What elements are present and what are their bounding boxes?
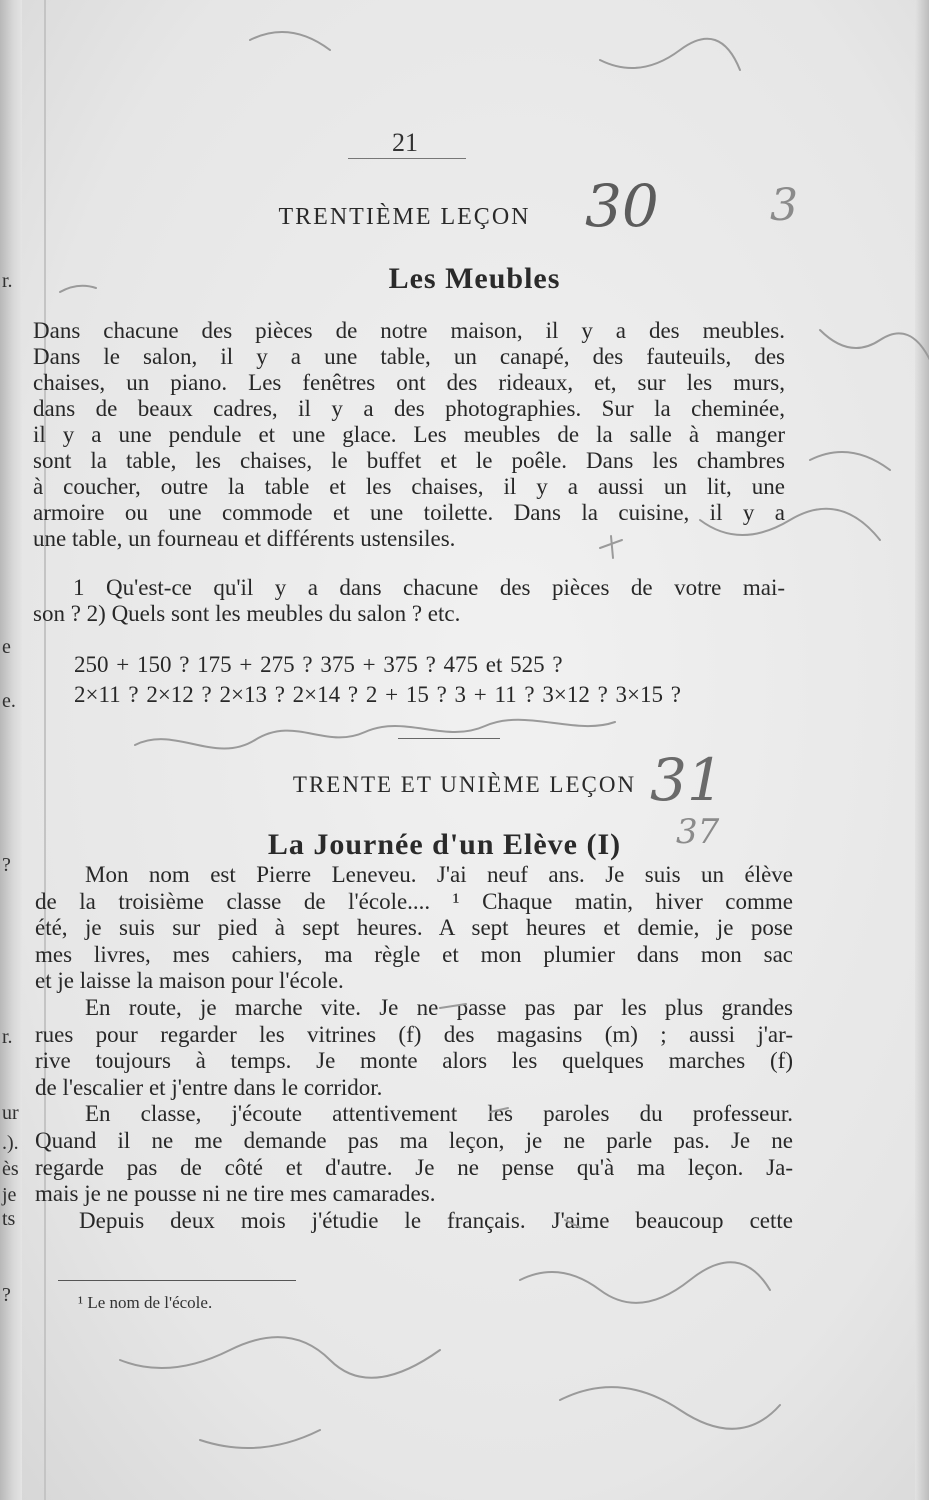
margin-fragment: r.	[2, 1026, 13, 1048]
footnote: ¹ Le nom de l'école.	[78, 1293, 213, 1312]
pencil-scribble	[200, 1387, 780, 1448]
margin-fragment: ?	[2, 854, 11, 876]
text-line: dans de beaux cadres, il y a des photographies. Sur la cheminée,	[33, 396, 785, 421]
margin-fragment: ès	[2, 1158, 19, 1180]
pencil-scribble	[120, 1262, 770, 1378]
lesson-31-heading: TRENTE ET UNIÈME LEÇON	[292, 772, 637, 797]
page-number: 21	[392, 128, 418, 157]
margin-fragment: e	[2, 636, 11, 658]
text-line: mais je ne pousse ni ne tire mes camarades.	[35, 1181, 436, 1207]
margin-fragment: ts	[2, 1208, 16, 1230]
text-line: chaises, un piano. Les fenêtres ont des rideaux, et, sur les murs,	[33, 370, 785, 395]
text-line: En route, je marche vite. Je ne passe pas par les plus grandes	[85, 994, 793, 1020]
text-line: Dans chacune des pièces de notre maison, il y a des meubles.	[33, 318, 785, 343]
pencil-note: 3	[770, 180, 798, 231]
lesson-30-title: Les Meubles	[388, 262, 561, 295]
margin-fragment: ur	[2, 1102, 19, 1124]
text-line: de l'escalier et j'entre dans le corridor.	[35, 1074, 383, 1100]
text-line: regarde pas de côté et d'autre. Je ne pense qu'à ma leçon. Ja-	[35, 1154, 793, 1180]
lesson-30-heading: TRENTIÈME LEÇON	[278, 204, 531, 230]
math-exercise-line: 2×11 ? 2×12 ? 2×13 ? 2×14 ? 2 + 15 ? 3 + 11 ? 3×12 ? 3×15 ?	[74, 682, 681, 707]
text-line: Dans le salon, il y a une table, un canapé, des fauteuils, des	[33, 344, 785, 369]
pencil-scribble	[60, 286, 96, 292]
margin-fragment: ?	[2, 1284, 11, 1306]
margin-fragment: r.	[2, 270, 13, 292]
text-line: été, je suis sur pied à sept heures. A sept heures et demie, je pose	[35, 915, 793, 941]
lesson-31-title: La Journée d'un Elève (I)	[267, 828, 622, 861]
margin-fragment: e.	[2, 690, 16, 712]
pencil-scribble	[700, 509, 880, 540]
text-line: de la troisième classe de l'école.... ¹ Chaque matin, hiver comme	[35, 888, 793, 914]
text-line: une table, un fourneau et différents ustensiles.	[33, 526, 456, 551]
pencil-scribble	[135, 720, 615, 749]
pencil-note: 30	[585, 172, 659, 240]
text-line: et je laisse la maison pour l'école.	[35, 968, 344, 994]
text-line: rues pour regarder les vitrines (f) des magasins (m) ; aussi j'ar-	[35, 1021, 793, 1047]
text-line: rive toujours à temps. Je monte alors les quelques marches (f)	[35, 1048, 793, 1074]
text-line: Quand il ne me demande pas ma leçon, je ne parle pas. Je ne	[35, 1127, 793, 1153]
pencil-tick-mark	[440, 1004, 581, 1228]
text-line: armoire ou une commode et une toilette. Dans la cuisine, il y a	[33, 500, 785, 525]
math-exercise-line: 250 + 150 ? 175 + 275 ? 375 + 375 ? 475 et 525 ?	[74, 652, 563, 677]
pencil-scribble	[810, 330, 929, 470]
text-line: à coucher, outre la table et les chaises, il y a aussi un lit, une	[33, 474, 785, 499]
question-line: son ? 2) Quels sont les meubles du salon ? etc.	[33, 601, 461, 626]
text-line: Depuis deux mois j'étudie le français. J'aime beaucoup cette	[79, 1207, 793, 1233]
pencil-cross-mark	[600, 536, 622, 558]
pencil-note: 37	[676, 812, 720, 852]
text-line: En classe, j'écoute attentivement les paroles du professeur.	[85, 1101, 793, 1127]
question-line: 1 Qu'est-ce qu'il y a dans chacune des pièces de votre mai-	[73, 575, 785, 600]
pencil-scribble	[250, 32, 740, 70]
margin-fragment: .).	[2, 1132, 19, 1154]
pencil-note: 31	[650, 746, 724, 814]
text-line: sont la table, les chaises, le buffet et le poêle. Dans les chambres	[33, 448, 785, 473]
text-line: mes livres, mes cahiers, ma règle et mon plumier dans mon sac	[35, 941, 793, 967]
text-line: il y a une pendule et une glace. Les meubles de la salle à manger	[33, 422, 785, 447]
text-line: Mon nom est Pierre Leneveu. J'ai neuf ans. Je suis un élève	[85, 862, 793, 887]
margin-fragment: je	[2, 1184, 17, 1206]
